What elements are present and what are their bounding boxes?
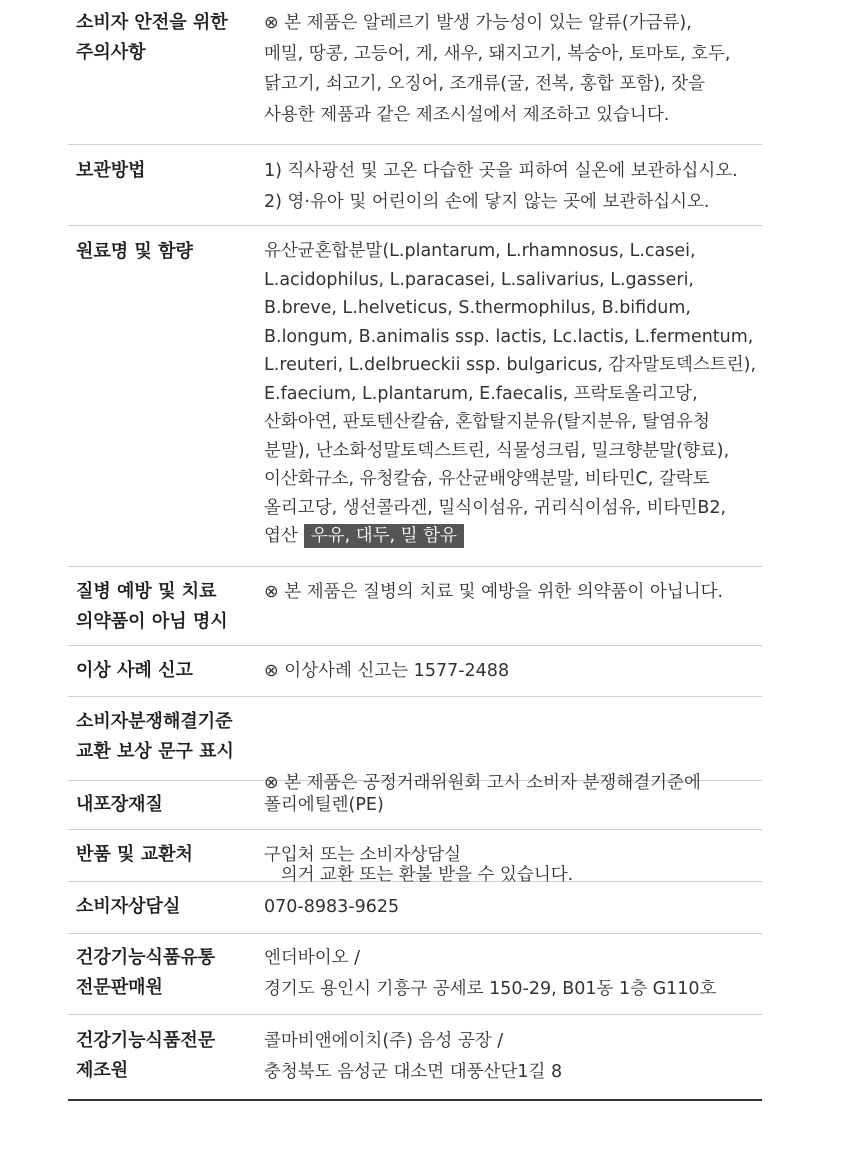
value-line: ⊗ 본 제품은 질병의 치료 및 예방을 위한 의약품이 아닙니다. [264,582,724,602]
value-line: ⊗ 이상사례 신고는 1577-2488 [264,661,510,681]
value-line: 의거 교환 또는 환불 받을 수 있습니다. [264,864,574,885]
row-value [264,892,762,933]
value-text: 엽산 [264,526,298,546]
row-label [68,943,264,1014]
row-value [264,8,762,144]
value-line: 산화아연, 판토텐산칼슘, 혼합탈지분유(탈지분유, 탈염유청 [264,412,710,432]
row-storage [68,145,762,226]
row-label [68,892,264,933]
row-label-line: 전문판매원 [76,977,163,998]
value-line: 유산균혼합분말(L.plantarum, L.rhamnosus, L.casei, [264,241,696,261]
row-distributor [68,934,762,1015]
value-line: 2) 영·유아 및 어린이의 손에 닿지 않는 곳에 보관하십시오. [264,191,710,212]
row-label-line: 이상 사례 신고 [76,660,193,681]
value-line: B.longum, B.animalis ssp. lactis, Lc.lactis, L.fermentum, [264,326,754,347]
value-line: 사용한 제품과 같은 제조시설에서 제조하고 있습니다. [264,104,670,125]
product-info-table [68,0,762,1101]
value-line: 충청북도 음성군 대소면 대풍산단1길 8 [264,1061,563,1082]
value-line: ⊗ 본 제품은 알레르기 발생 가능성이 있는 알류(가금류), [264,13,692,33]
row-label-line: 보관방법 [76,160,146,181]
row-label [68,840,264,881]
row-value [264,237,762,566]
value-line: 분말), 난소화성말토덱스트린, 식물성크림, 밀크향분말(향료), [264,440,730,461]
value-line: 폴리에틸렌(PE) [264,795,384,815]
row-label-line: 반품 및 교환처 [76,844,193,865]
row-not-medicine [68,567,762,646]
value-line: 메밀, 땅콩, 고등어, 게, 새우, 돼지고기, 복숭아, 토마토, 호두, [264,43,731,64]
value-line: ⊗ 본 제품은 공정거래위원회 고시 소비자 분쟁해결기준에 [264,773,701,793]
row-label-line: 건강기능식품유통 [76,947,216,968]
row-value [264,156,762,225]
row-label-line: 제조원 [76,1060,129,1081]
value-line: 구입처 또는 소비자상담실 [264,845,462,865]
row-label-line: 소비자분쟁해결기준 [76,711,233,732]
row-label [68,656,264,696]
row-label-line: 질병 예방 및 치료 [76,581,217,602]
row-label [68,577,264,645]
row-label-line: 원료명 및 함량 [76,241,193,262]
row-value [264,656,762,696]
value-line: 이산화규소, 유청칼슘, 유산균배양액분말, 비타민C, 갈락토 [264,469,710,489]
value-line: 올리고당, 생선콜라겐, 밀식이섬유, 귀리식이섬유, 비타민B2, [264,497,727,518]
row-label-line: 주의사항 [76,42,146,63]
row-label [68,707,264,780]
row-ingredients [68,226,762,567]
row-value [264,577,762,645]
row-label-line: 소비자상담실 [76,896,181,917]
value-line: B.breve, L.helveticus, S.thermophilus, B.bifidum, [264,298,691,318]
row-manufacturer [68,1015,762,1101]
value-line: 1) 직사광선 및 고온 다습한 곳을 피하여 실온에 보관하십시오. [264,161,738,181]
row-label-line: 의약품이 아님 명시 [76,611,228,632]
value-line-last [264,522,762,551]
row-label-line: 교환 보상 문구 표시 [76,741,234,762]
row-label-line: 소비자 안전을 위한 [76,12,228,33]
value-line: 070-8983-9625 [264,897,400,917]
value-line: 경기도 용인시 기흥구 공세로 150-29, B01동 1층 G110호 [264,978,717,999]
value-line: L.acidophilus, L.paracasei, L.salivarius, L.gasseri, [264,269,694,290]
row-value [264,1026,762,1099]
row-label [68,8,264,144]
value-line: L.reuteri, L.delbrueckii ssp. bulgaricus, 감자말토덱스트린), [264,355,757,375]
row-adverse-report [68,646,762,697]
value-line: 닭고기, 쇠고기, 오징어, 조개류(굴, 전복, 홍합 포함), 잣을 [264,74,705,94]
row-label [68,237,264,566]
row-value [264,790,762,829]
allergen-badge: 우유, 대두, 밀 함유 [304,524,464,548]
row-label [68,790,264,829]
row-value [264,943,762,1014]
value-line: 콜마비앤에이치(주) 음성 공장 / [264,1031,504,1051]
row-safety-caution [68,0,762,145]
row-label-line: 내포장재질 [76,794,163,815]
value-line: E.faecium, L.plantarum, E.faecalis, 프락토올리고당, [264,383,698,404]
row-label [68,1026,264,1099]
row-label-line: 건강기능식품전문 [76,1030,216,1051]
row-value [264,840,762,881]
value-line: 엔더바이오 / [264,948,360,968]
row-label [68,156,264,225]
